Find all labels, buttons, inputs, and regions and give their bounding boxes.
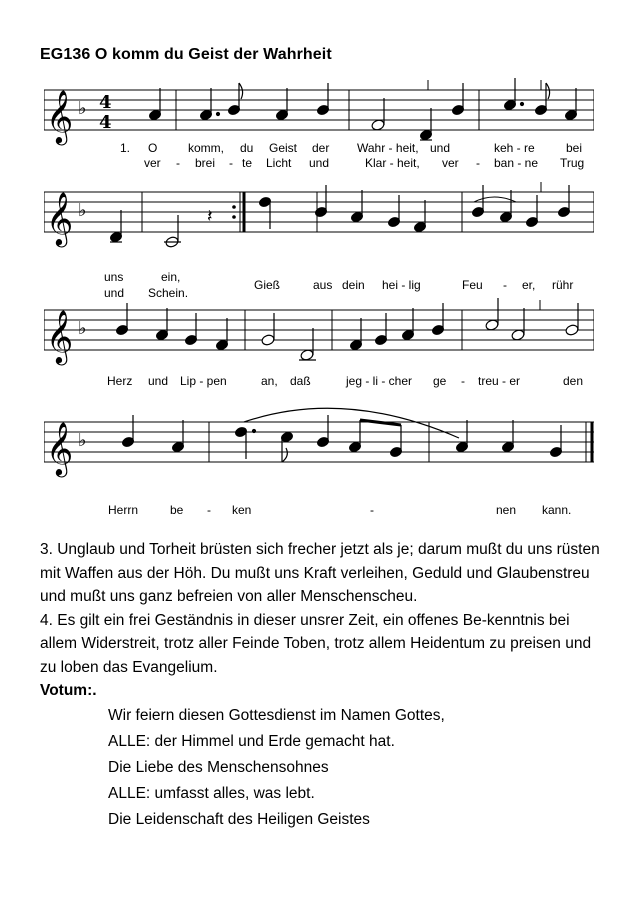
lyric: O: [148, 141, 158, 155]
votum-line: Die Leidenschaft des Heiligen Geistes: [108, 810, 370, 828]
note: [565, 324, 579, 337]
lyric: dein: [342, 278, 365, 292]
lyric: und: [430, 141, 451, 155]
treble-clef: 𝄞: [46, 89, 74, 143]
lyric: -: [207, 503, 211, 517]
lyric: ver: [442, 156, 459, 170]
music-staff-2: [44, 180, 594, 260]
lyric: Klar - heit,: [365, 156, 420, 170]
music-staff-3: [44, 298, 594, 378]
note: [261, 334, 275, 347]
lyric: brei: [195, 156, 216, 170]
lyric: jeg - li - cher: [346, 374, 413, 388]
flat-sign: ♭: [78, 200, 87, 221]
lyric: rühr: [552, 278, 574, 292]
lyrics-row-4: [0, 503, 638, 521]
note: [300, 349, 314, 362]
lyric: Gieß: [254, 278, 281, 292]
treble-clef: 𝄞: [46, 421, 74, 475]
song-title: EG136 O komm du Geist der Wahrheit: [40, 46, 332, 63]
lyric: komm,: [188, 141, 224, 155]
lyric: und: [148, 374, 169, 388]
lyric: an,: [261, 374, 278, 388]
lyric: daß: [290, 374, 311, 388]
lyric: Feu: [462, 278, 483, 292]
lyric: nen: [496, 503, 517, 517]
treble-clef: 𝄞: [46, 309, 74, 363]
flat-sign: ♭: [78, 318, 87, 339]
svg-text:4: 4: [99, 112, 112, 133]
slur: [244, 408, 459, 438]
lyrics-row-1: [0, 141, 638, 177]
lyric: du: [240, 141, 254, 155]
lyric: -: [476, 156, 480, 170]
lyric: Lip - pen: [180, 374, 227, 388]
note: [371, 119, 385, 132]
lyric: Herz: [107, 374, 133, 388]
lyric: und: [309, 156, 330, 170]
lyric: -: [461, 374, 465, 388]
lyric: -: [176, 156, 180, 170]
lyric: er,: [522, 278, 536, 292]
votum-label: Votum:.: [40, 682, 97, 699]
note: [485, 319, 499, 332]
lyric: treu - er: [478, 374, 521, 388]
lyric: und: [104, 286, 125, 300]
lyric: keh - re: [494, 141, 535, 155]
time-signature: 4: [99, 92, 112, 113]
lyric: Trug: [560, 156, 585, 170]
slur: [474, 197, 516, 202]
lyric: Wahr - heit,: [357, 141, 419, 155]
lyric: hei - lig: [382, 278, 421, 292]
stanza-3: 3. Unglaub und Torheit brüsten sich frecher jetzt als je; darum mußt du uns rüsten mit Waffen aus der Höh. Du mußt uns Kraft verleihen, Geduld und Glaubenstreu und mußt uns ganz befreien von aller Menschenscheu.: [40, 541, 600, 605]
lyric: aus: [313, 278, 333, 292]
votum-line: Die Liebe des Menschensohnes: [108, 758, 329, 776]
lyric: ein,: [161, 270, 181, 284]
lyric: Geist: [269, 141, 298, 155]
lyric: Herrn: [108, 503, 139, 517]
lyric: -: [370, 503, 374, 517]
lyric: 1.: [120, 141, 131, 155]
lyric: uns: [104, 270, 124, 284]
lyric: ken: [232, 503, 252, 517]
votum-lines: [40, 703, 600, 833]
lyric: ge: [433, 374, 447, 388]
stanza-4: 4. Es gilt ein frei Geständnis in dieser unsrer Zeit, ein offenes Be-kenntnis bei allem Widerstreit, trotz aller Feinde Toben, trotz allem Heidentum zu preisen und zu loben das Evangelium.: [40, 611, 592, 676]
lyric: be: [170, 503, 184, 517]
votum-line: Wir feiern diesen Gottesdienst im Namen Gottes,: [108, 706, 445, 724]
quarter-rest: 𝄽: [207, 206, 213, 227]
lyric: kann.: [542, 503, 572, 517]
lyric: te: [242, 156, 253, 170]
stanza-text: [40, 538, 600, 833]
lyric: Schein.: [148, 286, 189, 300]
music-staff-4: [44, 400, 594, 480]
lyric: ban - ne: [494, 156, 539, 170]
lyric: den: [563, 374, 584, 388]
votum-line: ALLE: umfasst alles, was lebt.: [108, 784, 315, 802]
lyric: der: [312, 141, 330, 155]
note: [511, 329, 525, 342]
lyric: -: [229, 156, 233, 170]
votum-line: ALLE: der Himmel und Erde gemacht hat.: [108, 732, 395, 750]
flat-sign: ♭: [78, 430, 87, 451]
flat-sign: ♭: [78, 98, 87, 119]
lyric: -: [503, 278, 507, 292]
treble-clef: 𝄞: [46, 191, 74, 245]
lyric: ver: [144, 156, 161, 170]
lyric: Licht: [266, 156, 292, 170]
lyric: bei: [566, 141, 583, 155]
lyrics-row-3: [0, 374, 638, 392]
